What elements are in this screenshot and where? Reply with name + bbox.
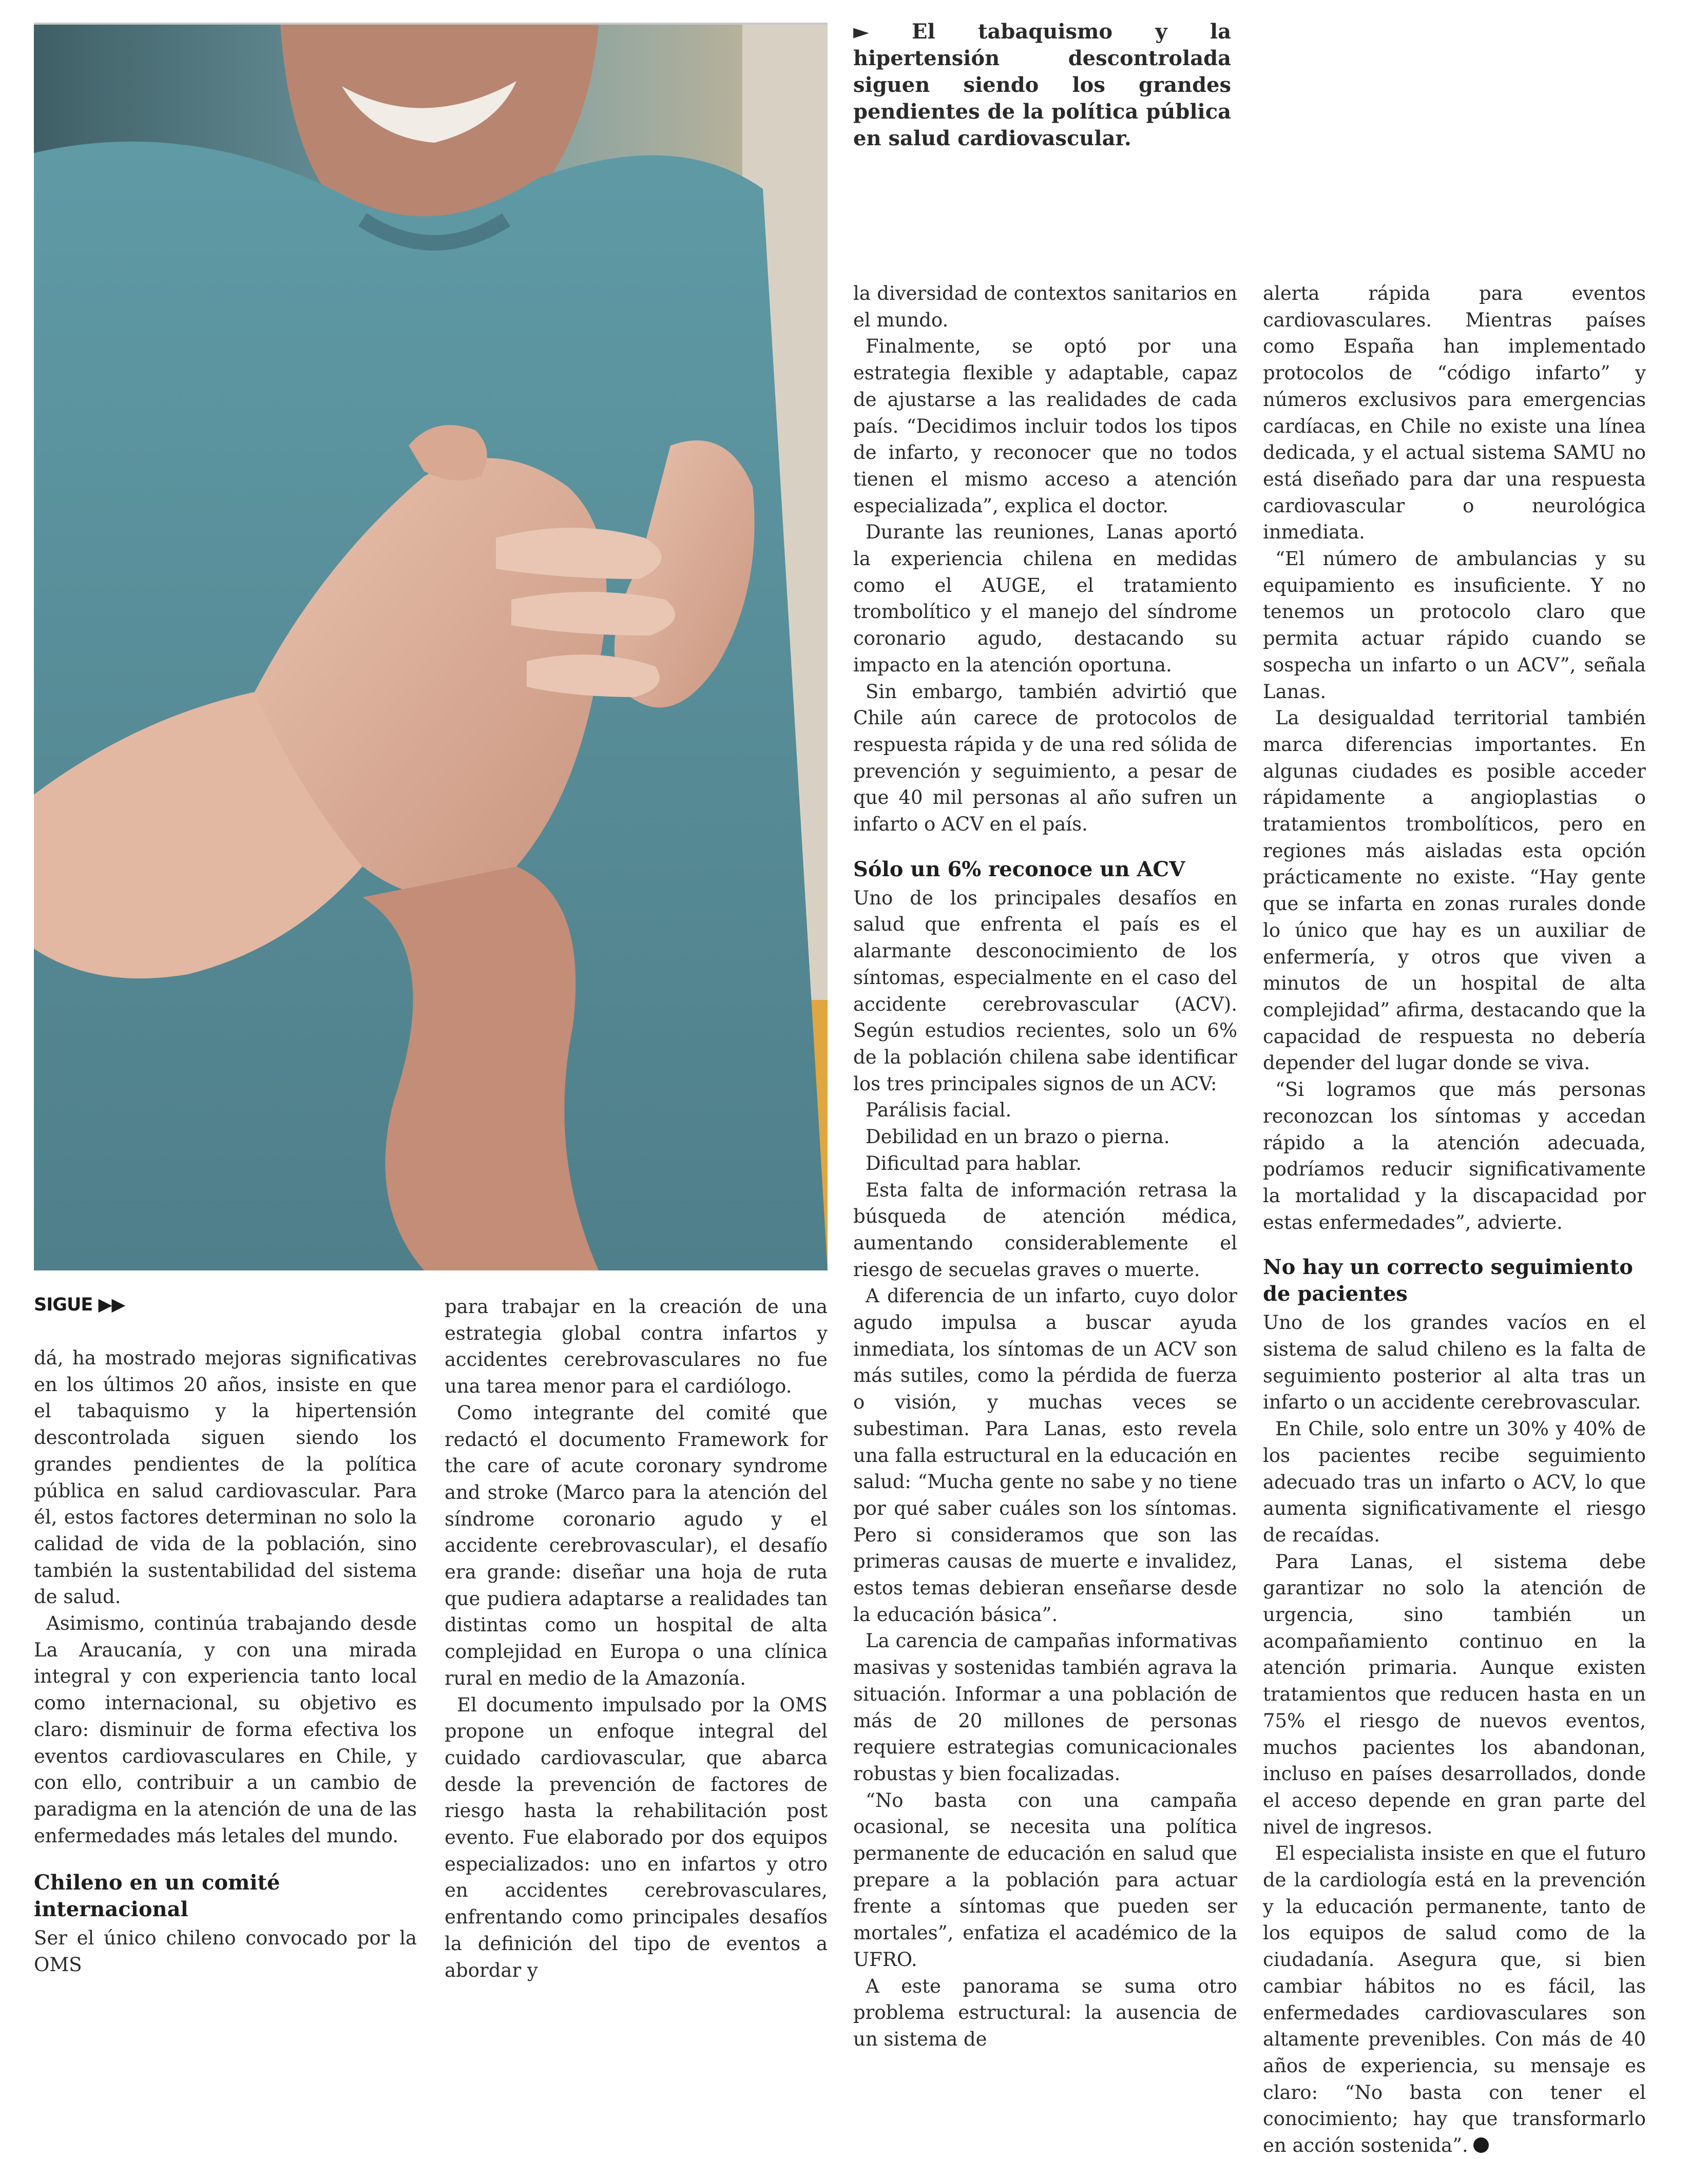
list-item-3: Dificultad para hablar.: [866, 1152, 1082, 1174]
section-heading-seguimiento: No hay un correcto seguimiento de pacientes: [1263, 1255, 1633, 1306]
section-heading-comite: Chileno en un comité internacional: [34, 1871, 280, 1922]
col1-paragraph-3: Ser el único chileno convocado por la OMS: [34, 1927, 417, 1976]
col3-paragraph-5: Uno de los principales desafíos en salud que enfrenta el país es el alarmante desconocimiento de los síntomas, especialmente en el caso del accidente cerebrovascular (ACV). Según estudios recientes, solo un 6% de la población chilena sabe identificar los tres principales signos de un ACV:: [853, 886, 1237, 1095]
col3-paragraph-8: La carencia de campañas informativas masivas y sostenidas también agrava la situación. Informar a una población de más de 20 millones de personas requiere estrategias comunicacionales robustas y bien focalizadas.: [853, 1630, 1237, 1785]
col4-paragraph-1: alerta rápida para eventos cardiovasculares. Mientras países como España han implementado protocolos de “código infarto” y números exclusivos para emergencias cardíacas, en Chile no existe una línea dedicada, y el actual sistema SAMU no está diseñado para dar una respuesta cardiovascular o neurológica inmediata.: [1263, 282, 1646, 544]
section-heading-acv: Sólo un 6% reconoce un ACV: [853, 857, 1185, 881]
col3-paragraph-4: Sin embargo, también advirtió que Chile aún carece de protocolos de respuesta rápida y de una red sólida de prevención y seguimiento, a pesar de que 40 mil personas al año sufren un infarto o ACV en el país.: [853, 680, 1237, 836]
continue-label: SIGUE ▶▶: [34, 1295, 125, 1315]
col4-paragraph-8-text: El especialista insiste en que el futuro de la cardiología está en la prevención y la educación permanente, tanto de los equipos de salud como de la ciudadanía. Asegura que, si bien cambiar hábitos no es fácil, las enfermedades cardiovasculares son altamente prevenibles. Con más de 40 años de experiencia, su mensaje es claro: “No basta con tener el conocimiento; hay que transformarlo en acción sostenida”.: [1263, 1842, 1646, 2157]
col3-paragraph-6: Esta falta de información retrasa la búsqueda de atención médica, aumentando considerablemente el riesgo de secuelas graves o muerte.: [853, 1179, 1237, 1281]
col4-paragraph-2: “El número de ambulancias y su equipamiento es insuficiente. Y no tenemos un protocolo claro que permita actuar rápido cuando se sospecha un infarto o un ACV”, señala Lanas.: [1263, 548, 1646, 703]
col3-paragraph-2: Finalmente, se optó por una estrategia flexible y adaptable, capaz de ajustarse a las realidades de cada país. “Decidimos incluir todos los tipos de infarto, y reconocer que no todos tienen el mismo acceso a atención especializada”, explica el doctor.: [853, 335, 1237, 517]
col3-paragraph-10: A este panorama se suma otro problema estructural: la ausencia de un sistema de: [853, 1975, 1237, 2050]
col3-paragraph-9: “No basta con una campaña ocasional, se necesita una política permanente de educación en salud que prepare a la población para actuar frente a síntomas que pueden ser mortales”, enfatiza el académico de la UFRO.: [853, 1789, 1237, 1971]
end-of-article-bullet-icon: [1473, 2137, 1489, 2153]
col2-paragraph-3: El documento impulsado por la OMS propone un enfoque integral del cuidado cardiovascular, que abarca desde la prevención de factores de riesgo hasta la rehabilitación post evento. Fue elaborado por dos equipos especializados: uno en infartos y otro en accidentes cerebrovasculares, enfrentando como principales desafíos la definición del tipo de eventos a abordar y: [445, 1693, 828, 1981]
col3-paragraph-7: A diferencia de un infarto, cuyo dolor agudo impulsa a buscar ayuda inmediata, los síntomas de un ACV son más sutiles, como la pérdida de fuerza o visión, y muchas veces se subestiman. Para Lanas, esto revela una falla estructural en la educación en salud: “Mucha gente no sabe y no tiene por qué saber cuáles son los síntomas. Pero si consideramos que son las primeras causas de muerte e invalidez, estos temas debieran enseñarse desde la educación básica”.: [853, 1285, 1237, 1626]
col3-paragraph-1: la diversidad de contextos sanitarios en el mundo.: [853, 282, 1237, 331]
col2-paragraph-1: para trabajar en la creación de una estrategia global contra infartos y accidentes cerebrovasculares no fue una tarea menor para el cardiólogo.: [445, 1296, 828, 1398]
col1-paragraph-2: Asimismo, continúa trabajando desde La Araucanía, y con una mirada integral y con experiencia tanto local como internacional, su objetivo es claro: disminuir de forma efectiva los eventos cardiovasculares en Chile, y con ello, contribuir a un cambio de paradigma en la atención de una de las enfermedades más letales del mundo.: [34, 1612, 417, 1847]
list-item-2: Debilidad en un brazo o pierna.: [866, 1126, 1170, 1148]
col4-paragraph-5: Uno de los grandes vacíos en el sistema de salud chileno es la falta de seguimiento posterior al alta tras un infarto o un accidente cerebrovascular.: [1263, 1312, 1646, 1414]
col3-paragraph-3: Durante las reuniones, Lanas aportó la experiencia chilena en medidas como el AUGE, el tratamiento trombolítico y el manejo del síndrome coronario agudo, destacando su impacto en la atención oportuna.: [853, 521, 1237, 676]
column-2: [445, 1294, 828, 1983]
col4-paragraph-6: En Chile, solo entre un 30% y 40% de los pacientes recibe seguimiento adecuado tras un infarto o ACV, lo que aumenta significativamente el riesgo de recaídas.: [1263, 1418, 1646, 1546]
col4-paragraph-3: La desigualdad territorial también marca diferencias importantes. En algunas ciudades es posible acceder rápidamente a angioplastias o tratamientos trombolíticos, pero en regiones más aisladas esta opción prácticamente no existe. “Hay gente que se infarta en zonas rurales donde lo único que hay es un auxiliar de enfermería, y otros que viven a minutos de un hospital de alta complejidad” afirma, destacando que la capacidad de respuesta no debería depender del lugar donde se viva.: [1263, 707, 1646, 1074]
col4-paragraph-8: [1263, 1840, 1646, 2158]
list-item-1: Parálisis facial.: [866, 1099, 1012, 1122]
column-4: [1263, 280, 1646, 2159]
col2-paragraph-2: Como integrante del comité que redactó el documento Framework for the care of acute coronary syndrome and stroke (Marco para la atención del síndrome coronario agudo y el accidente cerebrovascular), el desafío era grande: diseñar una hoja de ruta que pudiera adaptarse a realidades tan distintas como un hospital de alta complejidad en Europa o una clínica rural en medio de la Amazonía.: [445, 1401, 828, 1689]
col4-paragraph-7: Para Lanas, el sistema debe garantizar no solo la atención de urgencia, sino también un acompañamiento continuo en la atención primaria. Aunque existen tratamientos que reducen hasta en un 75% el riesgo de nuevos eventos, muchos pacientes los abandonan, incluso en países desarrollados, donde el acceso depende en gran parte del nivel de ingresos.: [1263, 1550, 1646, 1838]
photo-illustration: [34, 25, 828, 1270]
column-3: [853, 280, 1237, 2053]
col1-paragraph-1: dá, ha mostrado mejoras significativas en los últimos 20 años, insiste en que el tabaquismo y la hipertensión descontrolada siguen siendo los grandes pendientes de la política pública en salud cardiovascular. Para él, estos factores determinan no solo la calidad de vida de la población, sino también la sustentabilidad del sistema de salud.: [34, 1347, 417, 1608]
man-chest-pain-photo: [34, 25, 828, 1270]
col4-paragraph-4: “Si logramos que más personas reconozcan los síntomas y accedan rápido a la atención adecuada, podríamos reducir significativamente la mortalidad y la discapacidad por estas enfermedades”, advierte.: [1263, 1078, 1646, 1233]
column-1: [34, 1345, 417, 1978]
pullquote: ► El tabaquismo y la hipertensión descontrolada siguen siendo los grandes pendientes de la política pública en salud cardiovascular.: [853, 20, 1231, 150]
